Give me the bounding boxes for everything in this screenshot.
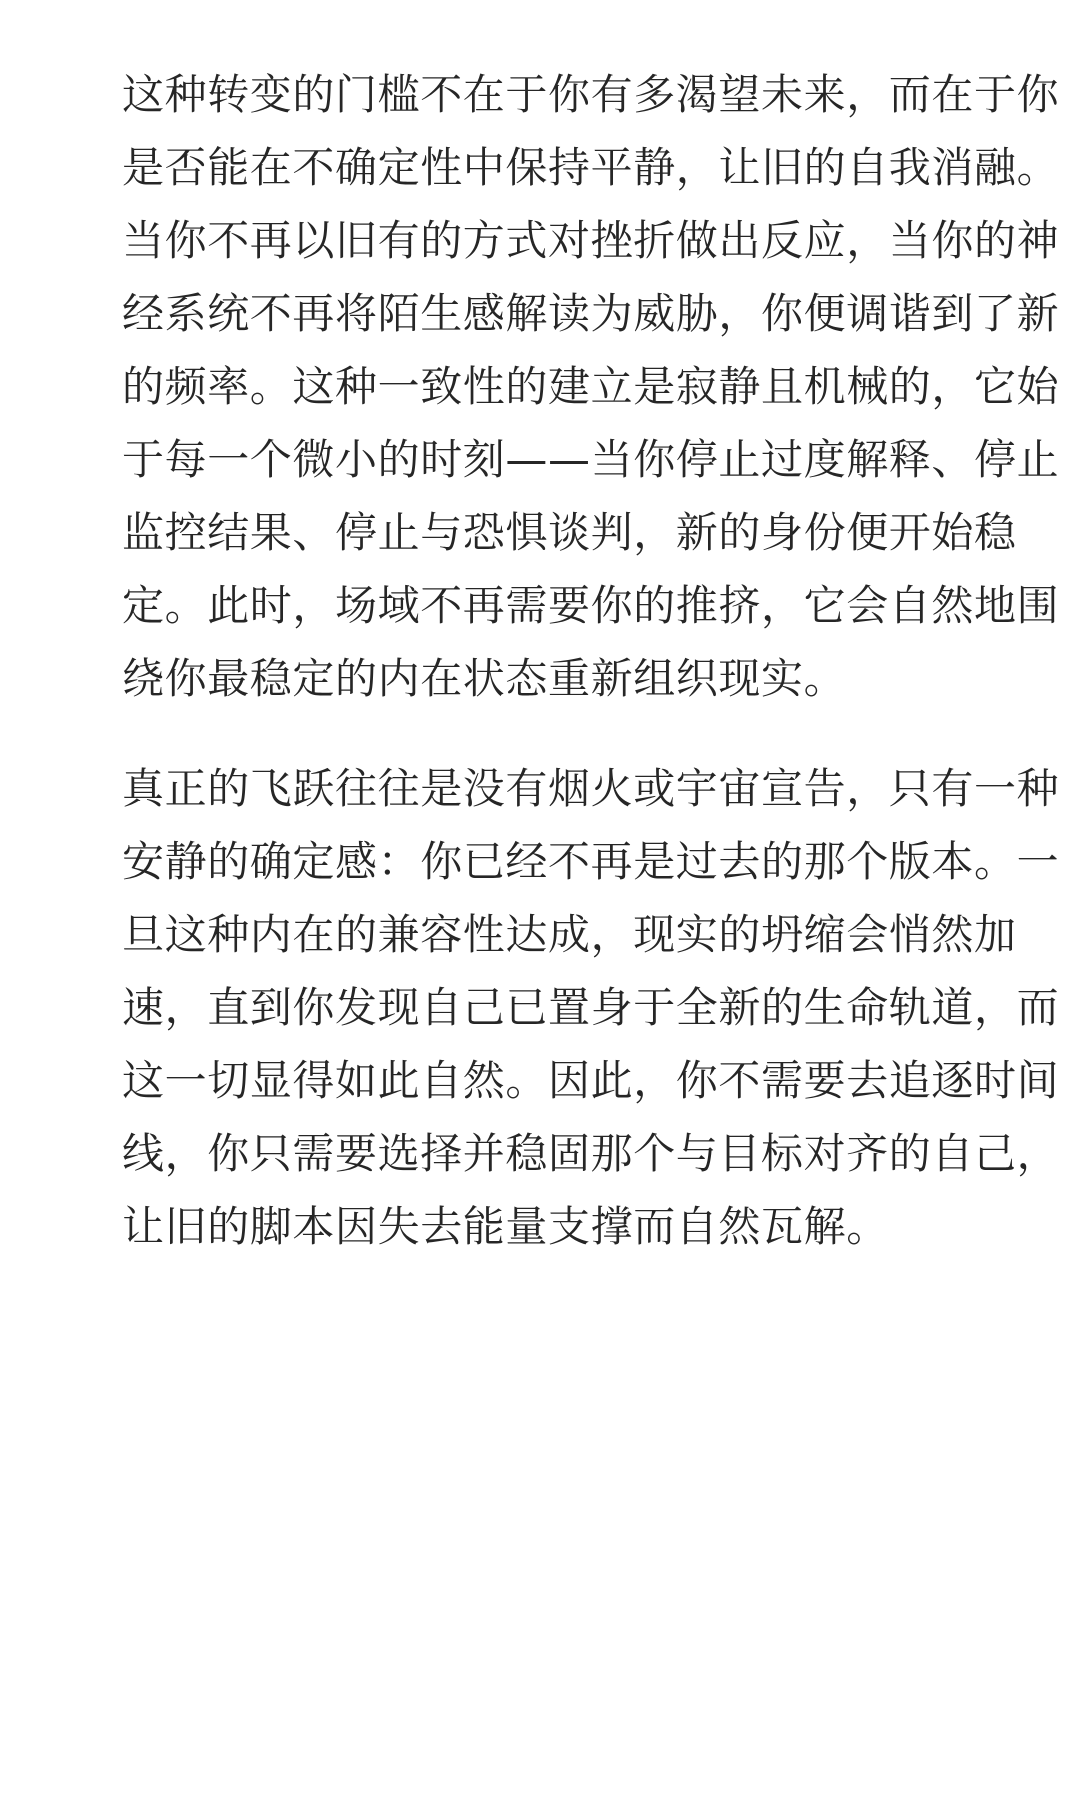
text-line: 监控结果、停止与恐惧谈判，新的身份便开始稳 <box>122 508 1017 557</box>
text-line: 速，直到你发现自己已置身于全新的生命轨道，而 <box>122 983 1060 1032</box>
article-body <box>122 58 1060 1300</box>
text-line: 定。此时，场域不再需要你的推挤，它会自然地围 <box>122 581 1060 630</box>
text-line: 这种转变的门槛不在于你有多渴望未来，而在于你 <box>122 70 1060 119</box>
text-line: 让旧的脚本因失去能量支撑而自然瓦解。 <box>122 1202 889 1251</box>
text-line: 是否能在不确定性中保持平静，让旧的自我消融。 <box>122 143 1060 192</box>
text-line: 线，你只需要选择并稳固那个与目标对齐的自己， <box>122 1129 1060 1178</box>
text-line: 当你不再以旧有的方式对挫折做出反应，当你的神 <box>122 216 1060 265</box>
text-line: 旦这种内在的兼容性达成，现实的坍缩会悄然加 <box>122 910 1017 959</box>
paragraph-1 <box>122 58 1060 715</box>
text-line: 的频率。这种一致性的建立是寂静且机械的，它始 <box>122 362 1060 411</box>
text-line: 经系统不再将陌生感解读为威胁，你便调谐到了新 <box>122 289 1060 338</box>
text-line: 这一切显得如此自然。因此，你不需要去追逐时间 <box>122 1056 1060 1105</box>
text-line: 真正的飞跃往往是没有烟火或宇宙宣告，只有一种 <box>122 764 1060 813</box>
text-line: 于每一个微小的时刻——当你停止过度解释、停止 <box>122 435 1060 484</box>
paragraph-2 <box>122 752 1060 1263</box>
text-line: 安静的确定感：你已经不再是过去的那个版本。一 <box>122 837 1060 886</box>
text-line: 绕你最稳定的内在状态重新组织现实。 <box>122 654 847 703</box>
